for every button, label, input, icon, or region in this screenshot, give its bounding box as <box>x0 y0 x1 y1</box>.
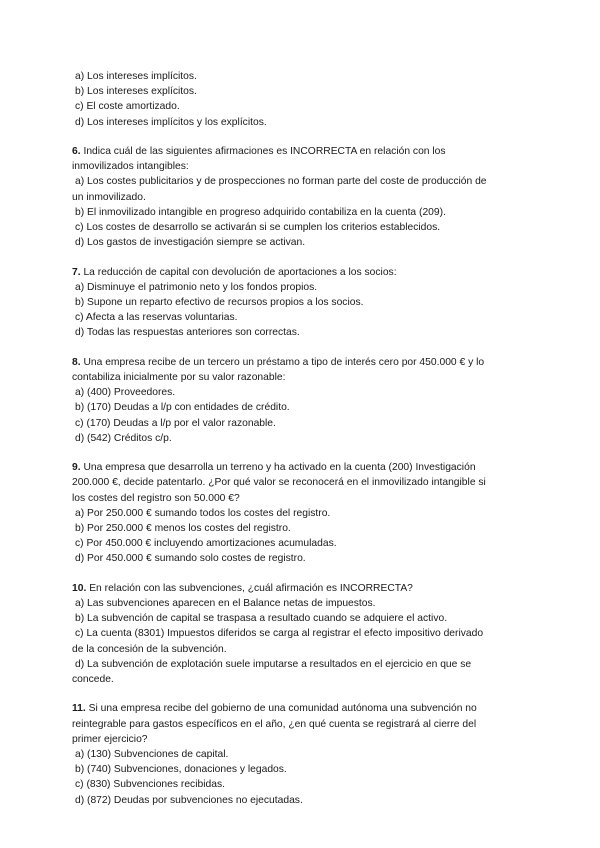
question-text: Indica cuál de las siguientes afirmaciones es INCORRECTA en relación con los <box>80 146 446 157</box>
question-stem-line <box>72 491 530 506</box>
question-stem-line <box>72 265 530 280</box>
answer-option: b) El inmovilizado intangible en progreso adquirido contabiliza en la cuenta (209). <box>75 206 446 218</box>
question-list <box>72 144 530 808</box>
question-text: Una empresa recibe de un tercero un préstamo a tipo de interés cero por 450.000 € y lo <box>80 356 485 368</box>
answer-option-continuation: de la concesión de la subvención. <box>72 643 227 655</box>
question-text: La reducción de capital con devolución de aportaciones a los socios: <box>80 266 397 278</box>
answer-option: a) Por 250.000 € sumando todos los costes del registro. <box>75 507 331 519</box>
question-text: contabiliza inicialmente por su valor razonable: <box>72 372 286 384</box>
question-block <box>72 144 530 250</box>
answer-option: d) Todas las respuestas anteriores son correctas. <box>75 327 300 339</box>
answer-option: a) Las subvenciones aparecen en el Balance netas de impuestos. <box>75 598 376 610</box>
answer-option: b) Por 250.000 € menos los costes del registro. <box>75 523 291 535</box>
answer-option: a) (400) Proveedores. <box>75 387 176 399</box>
question-block <box>72 265 530 341</box>
answer-option: a) Los costes publicitarios y de prospecciones no forman parte del coste de producción de <box>75 176 487 188</box>
question-number: 10. <box>72 582 87 594</box>
question-text: inmovilizados intangibles: <box>72 161 189 173</box>
question-text: reintegrable para gastos específicos en el año, ¿en qué cuenta se registrará al cierre del <box>72 718 477 730</box>
preamble-options <box>72 69 530 130</box>
answer-option: d) La subvención de explotación suele imputarse a resultados en el ejercicio en que se <box>75 658 472 670</box>
answer-option: d) Por 450.000 € sumando solo costes de registro. <box>75 553 306 565</box>
answer-option: a) Los intereses implícitos. <box>75 71 197 82</box>
question-number: 8. <box>72 356 81 368</box>
answer-option: b) La subvención de capital se traspasa a resultado cuando se adquiere el activo. <box>75 613 448 625</box>
question-stem-line <box>72 159 530 174</box>
question-number: 7. <box>72 266 81 278</box>
answer-option-continuation: concede. <box>72 674 114 686</box>
question-text: 200.000 €, decide patentarlo. ¿Por qué valor se reconocerá en el inmovilizado intangible si <box>72 477 486 489</box>
answer-option: a) (130) Subvenciones de capital. <box>75 749 229 761</box>
question-stem-line <box>72 370 530 385</box>
answer-option-continuation: un inmovilizado. <box>72 191 146 203</box>
question-number: 9. <box>72 462 81 474</box>
question-block <box>72 355 530 446</box>
answer-option: c) Los costes de desarrollo se activarán si se cumplen los criterios establecidos. <box>75 222 441 234</box>
question-stem-line <box>72 460 530 475</box>
answer-option: b) (170) Deudas a l/p con entidades de crédito. <box>75 402 290 414</box>
question-text: Si una empresa recibe del gobierno de una comunidad autónoma una subvención no <box>85 703 477 715</box>
answer-option: d) Los gastos de investigación siempre se activan. <box>75 237 306 249</box>
question-stem-line <box>72 701 530 716</box>
question-block <box>72 460 530 566</box>
question-stem-line <box>72 717 530 732</box>
question-stem-line <box>72 732 530 747</box>
answer-option: a) Disminuye el patrimonio neto y los fondos propios. <box>75 281 318 293</box>
question-block <box>72 701 530 807</box>
answer-option: b) Los intereses explícitos. <box>75 86 197 98</box>
answer-option: c) (830) Subvenciones recibidas. <box>75 779 225 791</box>
question-text: los costes del registro son 50.000 €? <box>72 492 240 504</box>
answer-option: c) (170) Deudas a l/p por el valor razonable. <box>75 417 276 429</box>
question-stem-line <box>72 475 530 490</box>
question-number: 6. <box>72 146 81 157</box>
answer-option: b) (740) Subvenciones, donaciones y legados. <box>75 764 287 776</box>
answer-option: c) El coste amortizado. <box>75 101 180 113</box>
question-text: En relación con las subvenciones, ¿cuál afirmación es INCORRECTA? <box>86 582 413 594</box>
answer-option: b) Supone un reparto efectivo de recursos propios a los socios. <box>75 297 364 309</box>
answer-option: d) Los intereses implícitos y los explícitos. <box>75 116 267 128</box>
question-block <box>72 581 530 687</box>
question-text: Una empresa que desarrolla un terreno y ha activado en la cuenta (200) Investigación <box>80 462 476 474</box>
answer-option: c) La cuenta (8301) Impuestos diferidos se carga al registrar el efecto impositivo derivado <box>75 628 484 640</box>
question-stem-line <box>72 144 530 159</box>
question-stem-line <box>72 355 530 370</box>
answer-option: c) Afecta a las reservas voluntarias. <box>75 312 238 324</box>
answer-option: d) (872) Deudas por subvenciones no ejecutadas. <box>75 794 303 806</box>
question-stem-line <box>72 581 530 596</box>
question-text: primer ejercicio? <box>72 733 148 745</box>
answer-option: d) (542) Créditos c/p. <box>75 432 172 444</box>
answer-option: c) Por 450.000 € incluyendo amortizaciones acumuladas. <box>75 538 337 550</box>
question-number: 11. <box>72 703 86 715</box>
